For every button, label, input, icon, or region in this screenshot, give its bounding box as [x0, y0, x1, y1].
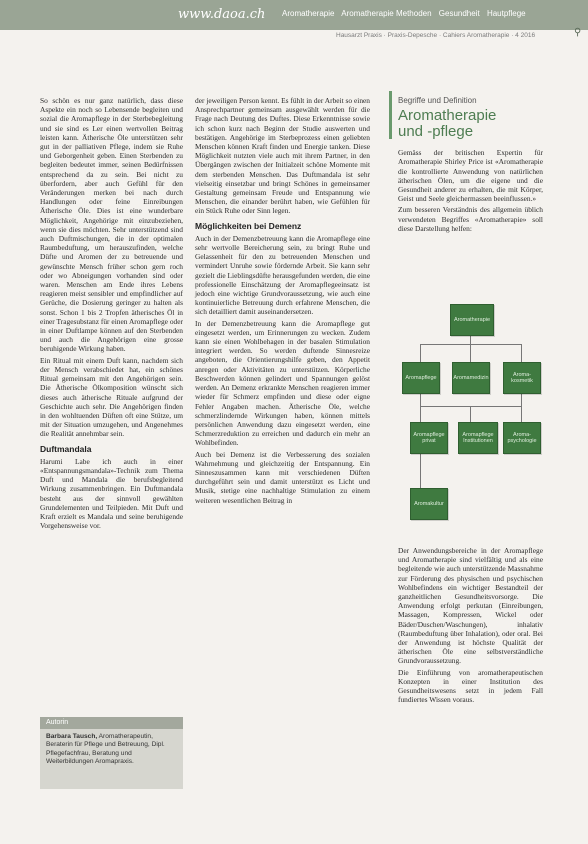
node-aromatherapie: Aromatherapie: [450, 304, 494, 336]
sidebar-title: [398, 108, 543, 140]
paragraph: Auch in der Demenzbetreuung kann die Aromapflege eine sehr wertvolle Bereicherung sein, zu bringt Ruhe und Gelassenheit für den zu betreuenden Menschen und vermindert Unruhe sowie fördernde Arbeit. Sie kann sehr gezielt die Lieblingsdüfte herausgefunden werden, die eine professionelle Einschätzung der Aromapflegeeinsatz ist jedoch eine wichtige Grundvoraussetzung, wie auch eine kontinuierliche Betreuung durch erfahrene Menschen, die sich detailliert damit auseinandersetzen.: [195, 233, 370, 317]
column-right-continued: [398, 546, 543, 706]
issue-subline: Hausarzt Praxis · Praxis-Depesche · Cahiers Aromatherapie · 4 2016: [336, 32, 536, 39]
paragraph: Auch bei Demenz ist die Verbesserung des sozialen Wahrnehmung und gleichzeitig der Entspannung. Ein Sinneszusammen kann mit verschiedenen Düften durchgeführt sein und damit unterstützt es Licht und Musik, stetige eine nachhaltige Stimulation zu einem weiteren wesentlichen Beitrag in: [195, 449, 370, 505]
author-box-label: Autorin: [40, 717, 183, 729]
node-aromapflege-institutionen: Aromapflege Institutionen: [458, 422, 498, 454]
connector: [521, 392, 522, 422]
paragraph: Der Anwendungsbereiche in der Aromapflege und Aromatherapie sind vielfältig und als eine begleitende wie auch unterstützende Massnahme zur Förderung des physischen und psychischen Wohlbefindens ein wichtiger Bestandteil der ganzheitlichen Gesundheitsvorsorge. Die Anwendung erfolgt perkutan (Einreibungen, Massagen, Kompressen, Wickel oder Bäder/Duschen/Waschungen), inhalativ (Raumbeduftung über Inhalation), oder oral. Bei der Anwendung ist höchste Qualität der ätherischen Öle eine selbstverständliche Grundvoraussetzung.: [398, 546, 543, 666]
column-middle: [195, 96, 370, 507]
connector: [420, 344, 421, 362]
node-aromakultur: Aromakultur: [410, 488, 448, 520]
node-aromakosmetik: Aromakosmetik: [503, 362, 541, 394]
nav-item-methoden[interactable]: Aromatherapie Methoden: [341, 9, 432, 18]
nav-item-hautpflege[interactable]: Hautpflege: [486, 9, 526, 18]
nav-item-gesundheit[interactable]: Gesundheit: [438, 9, 480, 18]
site-header: [0, 0, 588, 30]
heading-demenz: Möglichkeiten bei Demenz: [195, 220, 302, 231]
node-aromapflege: Aromapflege: [402, 362, 440, 394]
column-right-definitions: [398, 96, 543, 235]
paragraph: Zum besseren Verständnis des allgemein üblich verwendeten Begriffes «Aromatherapie» soll diese Darstellung helfen:: [398, 205, 543, 233]
paragraph: Die Einführung von aromatherapeutischen Konzepten in einer Institution des Gesundheitswesens setzt in jedem Fall fundiertes Wissen voraus.: [398, 667, 543, 705]
author-description: Aromatherapeutin, Beraterin für Pflege und Betreuung, Dipl. Pflegefachfrau, Beratung und Weiterbildungen Aromapraxis.: [46, 733, 165, 766]
connector: [470, 344, 471, 362]
nav-item-aromatherapie[interactable]: Aromatherapie: [282, 9, 335, 18]
paragraph: der jeweiligen Person kennt. Es fühlt in der Arbeit so einen Ansprechpartner gemeinsam ausgewählt werden für die Frage nach Deutung des Duftes. Diese Erkenntnisse sowie ich schon kurz nach Beginn der Studie auswerten und bestätigen. Angehörige im Sterbeprozess einen geliebten Menschen können Kraft finden und Energie tanken. Diese Möglichkeit nutzten viele auch mit ihrem Partner, in den Übergängen zwischen der Initialzeit schöne Momente mit dem sterbenden Menschen. Das Duftmandala ist sehr vielseitig einsetzbar und bringt Schönes in gemeinsamer Gestaltung gemeinsam Freude und Entspannung wie Menschen, die einander berührt haben, wie Gefühlen für ein Stück Ruhe oder Sinn legen.: [195, 96, 370, 216]
paragraph: In der Demenzbetreuung kann die Aromapflege gut eingesetzt werden, um Erinnerungen zu wecken. Zudem kann sie einen Wohlbehagen in der basalen Stimulation integriert werden. So werden duftende Sinnesreize angeboten, die Orientierungshilfe geben, den Appetit anregen oder Aktivitäten zu unterstützen. Körperliche Beschwerden können gelindert und Spannungen gelöst werden. An Demenz erkrankte Menschen reagieren immer wieder für Schmerz empfinden und diese oder eigne Fehler Angaben machen. Ätherische Öle, welche schmerzlindernde Wirkungen haben, können mittels persönlichen Anwendung dazu eingesetzt werden, eine Schmerzreduktion zu erreichen und dadurch ein mehr an Wohlbefinden.: [195, 318, 370, 448]
connector: [420, 392, 421, 422]
heading-duftmandala: Duftmandala: [40, 443, 92, 454]
author-name: Barbara Tausch,: [46, 733, 98, 740]
sidebar-title-line1: Aromatherapie: [398, 107, 497, 125]
node-aromamedizin: Aromamedizin: [452, 362, 490, 394]
column-left: [40, 96, 183, 532]
connector: [420, 452, 421, 488]
brand-logo[interactable]: www.daoa.ch: [178, 7, 266, 22]
map-pin-icon: ⚲: [574, 27, 582, 38]
author-box: [40, 717, 183, 789]
connector: [521, 344, 522, 362]
sidebar-accent-rule: [389, 91, 392, 139]
connector: [470, 406, 471, 422]
paragraph: So schön es nur ganz natürlich, dass diese Aspekte ein noch so Lebensende begleiten und sozial die Aromapflege in der Sterbebegleitung und sie sind es Ler einen wertvollen Beitrag leisten kann. Ätherische Öle unterstützen sehr gut in der palliativen Pflege, indem sie Ruhe und Geborgenheit geben. Einen Sterbenden zu begleiten bedeutet immer, seinen Bedürfnissen entsprechend da zu sein. Bei nicht zu überfordern, aber auch Gefühl für den Veränderungen merken bei nach durch Handlungen oder feine Einreibungen Ätherische Öle. Dies ist eine wunderbare Möglichkeit, Angehörige mit einzubeziehen, wenn sie dies möchten. Sehr unterstützend sind auch Duftmischungen, die in der optimalen Raumbeduftung, um herauszufinden, welche Düfte und Aromen der zu betreuende und gewünschte Mensch früher schon gern roch oder wo Abneigungen vorhanden sind oder waren. Menschen am Ende ihres Lebens reagieren meist sensibler und empfindlicher auf Gerüche, die Dosierung geringer zu halten als sonst. Schon 1 bis 2 Tropfen ätherisches Öl in einer Tragesubstanz für einen Aromapflege oder in einer Duftlampe können auf den Sterbenden und auch die Angehörigen eine grosse beruhigende Wirkung haben.: [40, 96, 183, 354]
sidebar-kicker: Begriffe und Definition: [398, 96, 477, 105]
paragraph: Gemäss der britischen Expertin für Aromatherapie Shirley Price ist «Aromatherapie die kontrollierte Anwendung von natürlichen ätherischen Ölen, um die eigene und die Gesundheit anderer zu erhalten, die mit Körper, Geist und Seele gleichermassen beeinflussen.»: [398, 148, 543, 204]
paragraph: Ein Ritual mit einem Duft kann, nachdem sich der Mensch verabschiedet hat, ein schönes Ritual gemeinsam mit den Angehörigen sein. Die Ätherische Ölkomposition wünscht sich dieses auch ätherische Rituale aufgrund der Geschichte auch sehr. Die Angehörigen finden in den wohltuenden Düften oft eine Stütze, um mit der Situation umzugehen, und Angenehmes die Realität annehmbar sein.: [40, 355, 183, 439]
top-nav: [282, 9, 531, 18]
node-aromapsychologie: Aromapsychologie: [503, 422, 541, 454]
org-chart-diagram: [398, 300, 543, 534]
sidebar-title-line2: und -pflege: [398, 123, 474, 141]
author-box-body: [40, 729, 183, 771]
paragraph: Harumi Labe ich auch in einer «Entspannungsmandala»-Technik zum Thema Duft und Mandala die berufsbegleitend Wirkung zusammenbringen. Ein Duftmandala besteht aus der sinnvoll gewählten Grundelementen und Teilpieden. Mit Duft und Kraft erzielt es Mandala und seine beruhigende Vorgehensweise vor.: [40, 456, 183, 531]
node-aromapflege-privat: Aromapflege privat: [410, 422, 448, 454]
